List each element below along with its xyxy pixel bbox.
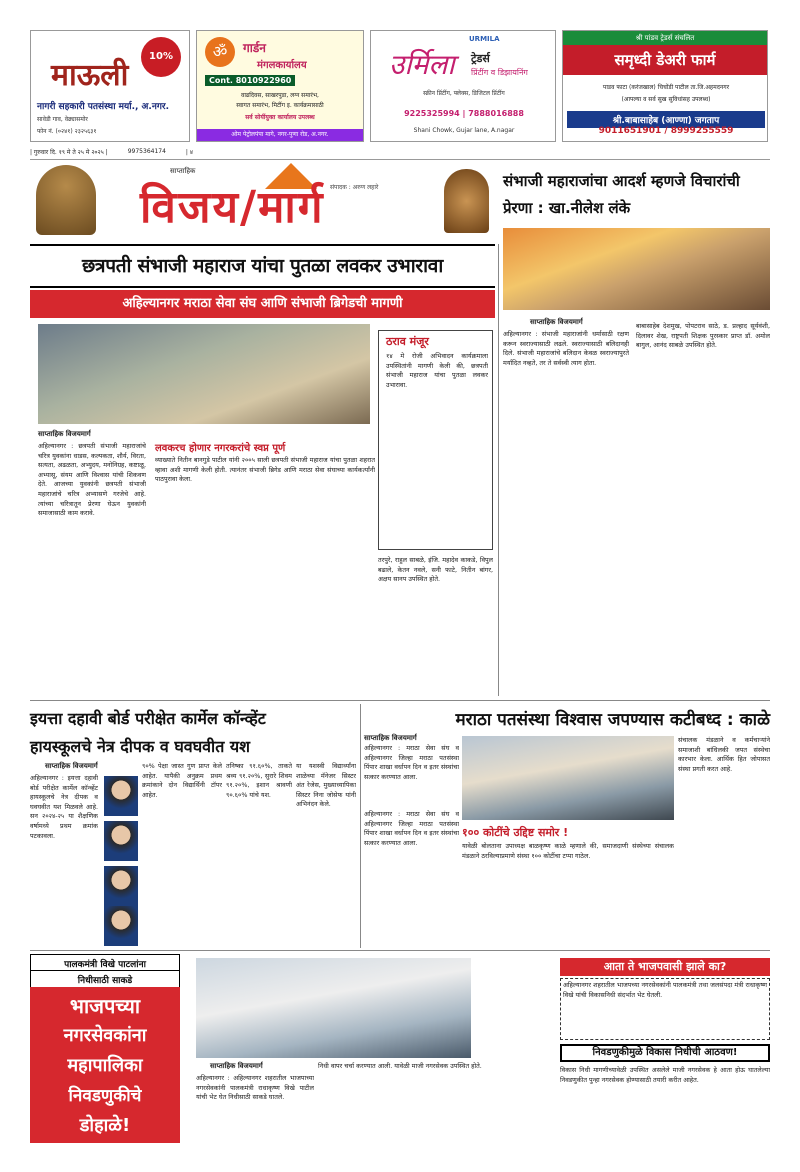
garden-contact: Cont. 8010922960: [205, 75, 295, 86]
mauli-address: सावेडी गाव, वेढ्यासमोर: [37, 116, 88, 123]
carmel-col-1: अहिल्यानगर : इयत्ता दहावी बोर्ड परीक्षेत कार्मेल कॉन्व्हेंट हायस्कूलचे नेत्र दीपक व घवघवीत यश मिळवले आहे. सन २०२४-२५ या शैक्षणिक वर्षामध्ये प्रथम क्रमांक पटकावला.: [30, 774, 98, 840]
palak-byline: साप्ताहिक विजयमार्ग: [210, 1062, 263, 1070]
mauli-logo: माऊली: [51, 58, 129, 93]
student-photo: [104, 776, 138, 816]
urmila-small: URMILA: [469, 35, 500, 43]
lead-headline: छत्रपती संभाजी महाराज यांचा पुतळा लवकर उभारावा: [30, 244, 495, 288]
maratha-box-title: १०० कोटींचे उद्दिष्ट समोर !: [462, 826, 569, 839]
maratha-byline: साप्ताहिक विजयमार्ग: [364, 734, 417, 742]
ads-row: [30, 30, 770, 142]
aata-title-2: निवडणुकीमुळे विकास निधीची आठवण!: [560, 1044, 770, 1062]
maratha-col-3: यावेळी बोलताना उपाध्यक्ष बाळकृष्ण काळे म्हणाले की, समाजदाणी संस्थेच्या संचालक मंडळाने ठरविल्याप्रमाणे संस्था १०० कोटींचा टप्पा गाठेल.: [462, 842, 674, 860]
resolution-title: ठराव मंजूर: [386, 335, 429, 348]
garden-line-1: वाढदिवस, साखरपुडा, लग्न समारंभ,: [241, 92, 319, 99]
aata-body: अहिल्यानगर शहरातील भाजपच्या नगरसेवकांनी पालकमंत्री तथा जलसंपदा मंत्री राधाकृष्ण विखे यांची विकासनिधी संदर्भात भेट घेतली.: [560, 978, 770, 1040]
lead-byline: साप्ताहिक विजयमार्ग: [38, 430, 91, 438]
palak-photo: [196, 958, 471, 1058]
urmila-desc: स्क्रीन प्रिंटींग, फ्लेक्स, डिजिटल प्रिंटींग: [423, 90, 505, 97]
red-line-3: महापालिका: [67, 1055, 143, 1076]
divider: [30, 700, 770, 701]
dairy-title: समृध्दी डेअरी फार्म: [563, 45, 767, 75]
divider: [360, 704, 361, 948]
dairy-line-2: (आपल्या व सर्व सुख सुविधांसह उपलब्ध): [621, 96, 711, 103]
lead-photo: [38, 324, 370, 424]
lead-col-2: व्याख्याते नितीन बानगुडे पाटील यांनी २००५ साली छत्रपती संभाजी महाराज यांचा पुतळा शहरात व्हावा अशी मागणी केली होती. त्यानंतर संभाजी ब्रिगेड आणि मराठा सेवा संघाच्या कार्यकर्त्यांनी पाठपुरावा केला.: [155, 456, 375, 484]
mauli-tagline: नागरी सहकारी पतसंस्था मर्या., अ.नगर.: [37, 102, 170, 112]
garden-line-2: स्वागत समारंभ, मिटींग इ. कार्यक्रमासाठी: [236, 102, 324, 109]
urmila-ad: [370, 30, 556, 142]
carmel-col-4: या यशस्वी विद्यार्थ्यांना शाळेच्या मॅनेजर सिस्टर अंत रेजेस, मुख्याध्यापिका सिस्टर निना जोसेफ यांनी अभिनंदन केले.: [296, 762, 356, 809]
statue-image: [36, 165, 96, 235]
red-line-4: निवडणुकीचे: [68, 1086, 142, 1106]
red-line-5: डोहाळे!: [79, 1115, 131, 1136]
carmel-col-3: तनिष्का ९१.६०%, ताकते श्रव्य ९१.२०%, सुरारे शिवम ९१.२०%, इशान श्रावणी ९०.६०% यांचे यश.: [226, 762, 292, 799]
lead-col-1: अहिल्यानगर : छत्रपती संभाजी महाराजांचे चरित्र युवकांना धाडस, कल्पकता, शौर्य, विरता, सत्यता, अढळता, अभ्युदय, मनोनिग्रह, कष्टाळू, अभ्यासू, संयम आणि विश्वास यांची शिकवण देते. आजच्या युवकांनी छत्रपती संभाजी महाराजांचे चरित्र अभ्यासणे गरजेचे आहे. त्यांच्या चरित्रातून प्रेरणा घेऊन युवकांनी समाजासाठी काम करावे.: [38, 442, 146, 518]
issue-date: | गुरुवार दि. १९ मे ते २५ मे २०२५ |: [30, 149, 108, 156]
divider: [30, 950, 770, 951]
carmel-headline-2: हायस्कूलचे नेत्र दीपक व घवघवीत यश: [30, 737, 251, 756]
carmel-headline-1: इयत्ता दहावी बोर्ड परीक्षेत कार्मेल कॉन्व्हेंट: [30, 709, 266, 728]
divider: [498, 244, 499, 696]
garden-line-3: सर्व सोयींयुक्त कार्यालय उपलब्ध: [245, 114, 315, 121]
portrait-image: [444, 169, 489, 233]
mauli-phone: फोन नं. (०२४१) २३२५६३१: [37, 128, 97, 135]
urmila-traders: ट्रेडर्स: [471, 52, 490, 65]
dateline: [30, 148, 770, 160]
student-photo: [104, 906, 138, 946]
masthead-title: विजय/मार्ग: [140, 182, 325, 233]
resolution-body: १४ मे रोजी अभिवादन कार्यक्रमाला उपस्थितांनी मागणी केली की, छत्रपती संभाजी महाराज यांचा पुतळा लवकर उभारावा.: [386, 352, 488, 389]
right-col-1: अहिल्यानगर : संभाजी महाराजांनी धर्मासाठी रक्षण करून स्वराज्यासाठी लढले. स्वराज्यासाठी बलिदानही दिले. संभाजी महाराजांचे बलिदान केवळ स्वराज्यापुरते मर्यादित नव्हते, तर ते सर्वस्वी त्याग होता.: [503, 330, 629, 367]
maratha-photo: [462, 736, 674, 820]
lead-strap: अहिल्यानगर मराठा सेवा संघ आणि संभाजी ब्रिगेडची मागणी: [30, 290, 495, 318]
maratha-col-2: संचालक मंडळाने व कर्मचाऱ्यांने समाजाशी बांधिलकी जपत संस्थेचा कारभार केला. आर्थिक हित जोपासत संस्था प्रगती करत आहे.: [678, 736, 770, 773]
aata-title: आता ते भाजपवासी झाले का?: [560, 958, 770, 976]
masthead-weekly: साप्ताहिक: [170, 167, 196, 175]
right-headline: संभाजी महाराजांचा आदर्श म्हणजे विचारांची प्रेरणा : खा.नीलेश लंके: [503, 172, 740, 217]
urmila-phone: 9225325994 | 7888016888: [404, 109, 524, 118]
issue-phone: 9975364174: [127, 148, 166, 155]
maratha-headline: मराठा पतसंस्था विश्वास जपण्यास कटीबध्द : काळे: [455, 710, 770, 730]
lead-col-4: तरपुरे, राहुल साबळे, इंजि. महादेव काकडे, विपुल बढाले, केतन नवले, सनी फाटे, नितीन बांगर, अक्षय सानप उपस्थित होते.: [378, 556, 493, 584]
palak-pill-1: पालकमंत्री विखे पाटलांना: [30, 954, 180, 973]
maratha-col-1: अहिल्यानगर : मराठा सेवा संघ व अहिल्यानगर जिल्हा मराठा पतसंस्था पिंपार शाखा वर्धापन दिन व इतर संस्थांचा सत्कार करण्यात आला.: [364, 744, 459, 781]
palak-pill-2: निधीसाठी साकडे: [30, 970, 180, 989]
garden-subtitle: मंगलकार्यालय: [257, 60, 307, 71]
right-col-2: बाबासाहेब देशमुख, पोपटराव साठे, ड. प्रल्हाद सूर्यवंशी, दिलावर शेख, राष्ट्रपती शिक्षक पुरस्कार प्राप्त डॉ. अमोल बागुल, आनंद साबळे उपस्थित होते.: [636, 322, 770, 350]
right-photo: [503, 228, 770, 310]
dairy-phone: 9011651901 / 8999255559: [598, 126, 734, 136]
garden-ad: [196, 30, 364, 142]
student-photo: [104, 821, 138, 861]
dairy-contact: श्री.बाबासाहेब (आण्णा) जगताप: [567, 111, 765, 128]
maratha-col-4: अहिल्यानगर : मराठा सेवा संघ व अहिल्यानगर जिल्हा मराठा पतसंस्था पिंपार शाखा वर्धापन दिन व इतर संस्थांचा सत्कार करण्यात आला.: [364, 810, 459, 847]
dairy-top: श्री पांडव ट्रेडर्स संचलित: [563, 31, 767, 45]
red-line-1: भाजपच्या: [69, 994, 141, 1018]
palak-col-1: अहिल्यानगर : अहिल्यानगर शहरातील भाजपाच्या नगरसेवकांनी पालकमंत्री राधाकृष्ण विखे पाटील यांची भेट घेत निधीसाठी साकडे घातले.: [196, 1074, 314, 1102]
discount-badge: 10%: [141, 37, 181, 77]
garden-address: ओम पेट्रोलपंपा मागे, नगर-पुणा रोड, अ.नगर.: [197, 129, 363, 141]
dairy-ad: [562, 30, 768, 142]
garden-title: गार्डन: [243, 41, 266, 55]
masthead-editor: संपादक : अरुण लहारे: [330, 184, 379, 191]
dairy-line-1: पाडव फाटा (करंजखाल) चिचोंडी पाटील ता.जि.अहमदनगर: [602, 84, 730, 91]
lead-subhead: लवकरच होणार नगरकरांचे स्वप्न पूर्ण: [155, 443, 286, 454]
carmel-col-2: ९०% पेक्षा जास्त गुण प्राप्त केले आहेत. यापैकी अनुक्रम प्रथम क्रमांकाने दोन विद्यार्थिनी टॉपर आहेत.: [142, 762, 222, 799]
urmila-logo: उर्मिला: [389, 48, 455, 81]
palak-col-2: निधी वापर चर्चा करण्यात आली. यावेळी माजी नगरसेवक उपस्थित होते.: [318, 1062, 482, 1070]
bjp-red-panel: [30, 987, 180, 1143]
red-line-2: नगरसेवकांना: [63, 1025, 147, 1046]
page-number: | ४: [185, 149, 193, 156]
student-photo: [104, 866, 138, 906]
masthead: [30, 163, 495, 238]
carmel-byline: साप्ताहिक विजयमार्ग: [45, 762, 98, 770]
aata-body-2: विकास निधी मागणीच्यावेळी उपस्थित असलेले माजी नगरसेवक हे आता होऊ घातलेल्या निवडणुकीत पुन्हा नगरसेवक होण्यासाठी तयारी करीत आहेत.: [560, 1066, 770, 1084]
right-byline: साप्ताहिक विजयमार्ग: [530, 318, 583, 326]
mauli-ad: [30, 30, 190, 142]
urmila-address: Shani Chowk, Gujar lane, A.nagar: [377, 127, 551, 134]
urmila-sub: प्रिंटींग व डिझायनिंग: [471, 68, 528, 77]
om-icon: ॐ: [205, 37, 235, 67]
